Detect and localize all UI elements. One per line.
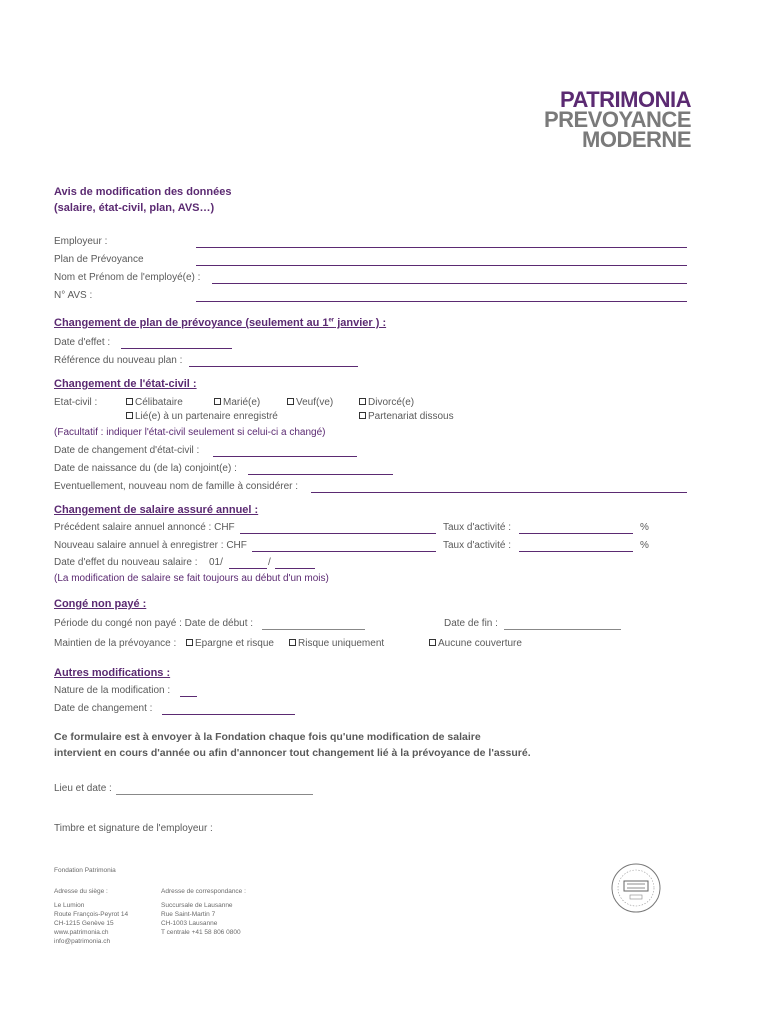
conge-debut-field[interactable]	[262, 629, 365, 630]
plan-field[interactable]	[196, 265, 687, 266]
civil-nom-famille-field[interactable]	[311, 492, 687, 493]
footer-fondation: Fondation Patrimonia	[54, 867, 116, 874]
salary-prev-taux-label: Taux d'activité :	[443, 522, 512, 533]
plan-reference-field[interactable]	[189, 366, 358, 367]
logo-line-2: PREVOYANCE	[543, 107, 691, 132]
avs-field[interactable]	[196, 301, 687, 302]
salary-date-year-field[interactable]	[275, 568, 315, 569]
checkbox-lie[interactable]: Lié(e) à un partenaire enregistré	[126, 411, 278, 422]
checkbox-risque[interactable]: Risque uniquement	[289, 638, 384, 649]
logo-line-1: PATRIMONIA	[559, 87, 691, 112]
civil-nom-famille-label: Eventuellement, nouveau nom de famille à considérer :	[54, 481, 299, 492]
plan-date-effet-field[interactable]	[121, 348, 232, 349]
checkbox-icon	[186, 639, 193, 646]
timbre-label: Timbre et signature de l'employeur :	[54, 823, 213, 834]
footer-corr-label: Adresse de correspondance :	[161, 888, 246, 895]
checkbox-divorce[interactable]: Divorcé(e)	[359, 397, 414, 408]
nom-label: Nom et Prénom de l'employé(e) :	[54, 272, 201, 283]
checkbox-icon	[287, 398, 294, 405]
plan-label: Plan de Prévoyance	[54, 254, 144, 265]
footer-corr-line: T centrale +41 58 806 0800	[161, 929, 241, 936]
salary-new-taux-label: Taux d'activité :	[443, 540, 512, 551]
salary-heading: Changement de salaire assuré annuel :	[54, 504, 259, 516]
plan-reference-label: Référence du nouveau plan :	[54, 355, 183, 366]
checkbox-icon	[126, 412, 133, 419]
conge-periode-label: Période du congé non payé : Date de début :	[54, 618, 254, 629]
employeur-field[interactable]	[196, 247, 687, 248]
salary-new-label: Nouveau salaire annuel à enregistrer : CHF	[54, 540, 247, 551]
footer-corr-address	[161, 901, 241, 937]
civil-heading: Changement de l'état-civil :	[54, 378, 197, 390]
lieu-date-field[interactable]	[116, 794, 313, 795]
footer-corr-line: CH-1003 Lausanne	[161, 920, 218, 927]
salary-date-prefix: 01/	[209, 557, 223, 568]
salary-prev-field[interactable]	[240, 533, 436, 534]
salary-note: (La modification de salaire se fait toujours au début d'un mois)	[54, 573, 329, 584]
footer-siege-address	[54, 901, 128, 946]
footer-siege-line[interactable]: info@patrimonia.ch	[54, 938, 111, 945]
salary-date-month-field[interactable]	[229, 568, 267, 569]
salary-new-field[interactable]	[252, 551, 436, 552]
autres-nature-label: Nature de la modification :	[54, 685, 171, 696]
checkbox-dissous[interactable]: Partenariat dissous	[359, 411, 454, 422]
instructions-line-2: intervient en cours d'année ou afin d'annoncer tout changement lié à la prévoyance de l'assuré.	[54, 747, 531, 759]
plan-change-heading: Changement de plan de prévoyance (seulement au 1er janvier ) :	[54, 317, 387, 329]
footer-siege-label: Adresse du siège :	[54, 888, 108, 895]
nom-field[interactable]	[212, 283, 687, 284]
autres-nature-field[interactable]	[180, 696, 197, 697]
checkbox-celibataire[interactable]: Célibataire	[126, 397, 183, 408]
form-title-line-2: (salaire, état-civil, plan, AVS…)	[54, 202, 215, 214]
autres-date-field[interactable]	[162, 714, 295, 715]
salary-date-effet-label: Date d'effet du nouveau salaire :	[54, 557, 198, 568]
footer-corr-line: Succursale de Lausanne	[161, 902, 233, 909]
checkbox-aucune[interactable]: Aucune couverture	[429, 638, 522, 649]
civil-date-naissance-label: Date de naissance du (de la) conjoint(e) :	[54, 463, 237, 474]
checkbox-icon	[429, 639, 436, 646]
checkbox-icon	[289, 639, 296, 646]
salary-prev-taux-field[interactable]	[519, 533, 633, 534]
conge-fin-label: Date de fin :	[444, 618, 498, 629]
logo-line-3: MODERNE	[582, 127, 691, 152]
employeur-label: Employeur :	[54, 236, 108, 247]
checkbox-epargne[interactable]: Epargne et risque	[186, 638, 274, 649]
civil-date-naissance-field[interactable]	[248, 474, 393, 475]
instructions-line-1: Ce formulaire est à envoyer à la Fondation chaque fois qu'une modification de salaire	[54, 731, 481, 743]
conge-maintien-label: Maintien de la prévoyance :	[54, 638, 177, 649]
salary-date-sep: /	[268, 557, 271, 568]
footer-siege-line: Le Lumion	[54, 902, 85, 909]
certification-seal-icon	[610, 862, 662, 914]
checkbox-icon	[359, 412, 366, 419]
plan-date-effet-label: Date d'effet :	[54, 337, 111, 348]
lieu-date-label: Lieu et date :	[54, 783, 112, 794]
salary-new-percent: %	[640, 540, 649, 551]
civil-date-change-label: Date de changement d'état-civil :	[54, 445, 200, 456]
autres-date-label: Date de changement :	[54, 703, 153, 714]
checkbox-icon	[214, 398, 221, 405]
conge-fin-field[interactable]	[504, 629, 621, 630]
checkbox-icon	[359, 398, 366, 405]
salary-prev-label: Précédent salaire annuel annoncé : CHF	[54, 522, 235, 533]
form-title-line-1: Avis de modification des données	[54, 186, 232, 198]
civil-date-change-field[interactable]	[213, 456, 357, 457]
checkbox-marie[interactable]: Marié(e)	[214, 397, 260, 408]
footer-siege-line: Route François-Peyrot 14	[54, 911, 129, 918]
civil-note: (Facultatif : indiquer l'état-civil seulement si celui-ci a changé)	[54, 427, 326, 438]
checkbox-veuf[interactable]: Veuf(ve)	[287, 397, 333, 408]
autres-heading: Autres modifications :	[54, 667, 171, 679]
checkbox-icon	[126, 398, 133, 405]
footer-corr-line: Rue Saint-Martin 7	[161, 911, 216, 918]
avs-label: N° AVS :	[54, 290, 93, 301]
footer-siege-line: CH-1215 Genève 15	[54, 920, 114, 927]
salary-new-taux-field[interactable]	[519, 551, 633, 552]
conge-heading: Congé non payé :	[54, 598, 147, 610]
footer-siege-line[interactable]: www.patrimonia.ch	[54, 929, 109, 936]
civil-label: Etat-civil :	[54, 397, 98, 408]
salary-prev-percent: %	[640, 522, 649, 533]
